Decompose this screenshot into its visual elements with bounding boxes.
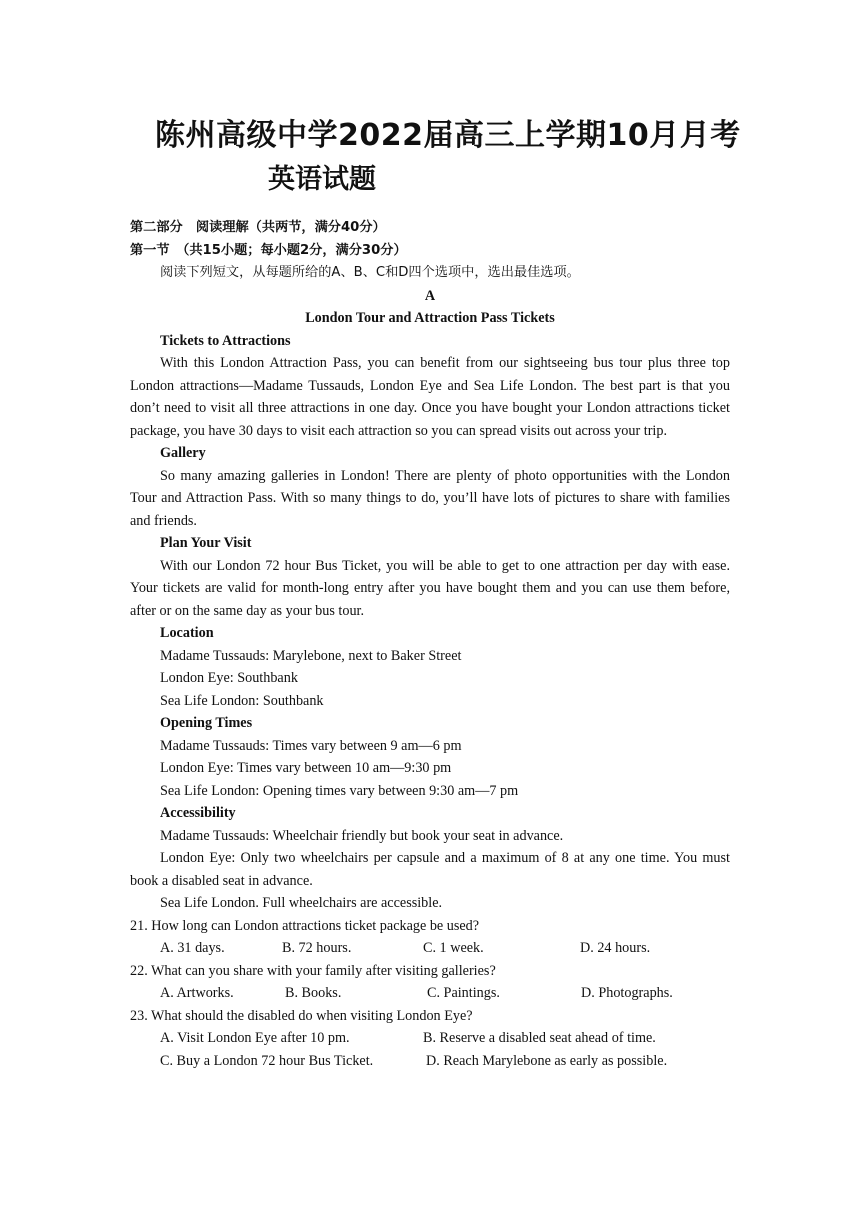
exam-title: 陈州高级中学2022届高三上学期10月月考 [155, 118, 741, 153]
part-heading: 第二部分 阅读理解（共两节，满分40分） [130, 220, 386, 235]
gallery-heading: Gallery [160, 445, 206, 461]
tickets-paragraph: With this London Attraction Pass, you can benefit from our sightseeing bus tour plus three top London attractions—Madame Tussauds, London Eye and Sea Life London. The best part is that you don’t need to visit all three attractions in one day. Once you have bought your London attractions ticket package, you have 30 days to visit each attraction so you can spread visits out across your trip. [130, 355, 730, 439]
exam-subject-title: 英语试题 [268, 164, 376, 195]
accessibility-line: London Eye: Only two wheelchairs per capsule and a maximum of 8 at any one time. You must book a disabled seat in advance. [130, 850, 730, 889]
option-a: A. Artworks. [160, 985, 234, 1001]
question-options [130, 1027, 730, 1050]
accessibility-line: Sea Life London. Full wheelchairs are accessible. [160, 895, 443, 911]
accessibility-line: Madame Tussauds: Wheelchair friendly but book your seat in advance. [160, 827, 564, 844]
option-c: C. Paintings. [427, 985, 500, 1001]
question-stem: 21. How long can London attractions ticket package be used? [130, 917, 480, 934]
gallery-paragraph: So many amazing galleries in London! There are plenty of photo opportunities with the London Tour and Attraction Pass. With so many things to do, you’ll have lots of pictures to share with families and friends. [130, 467, 730, 529]
section-heading: 第一节 （共15小题；每小题2分，满分30分） [130, 242, 407, 258]
passage-letter: A [424, 287, 436, 304]
option-d: D. 24 hours. [580, 940, 651, 956]
location-line: London Eye: Southbank [160, 670, 298, 686]
location-line: Sea Life London: Southbank [160, 692, 324, 709]
option-a: A. 31 days. [160, 940, 225, 956]
option-b: B. 72 hours. [282, 940, 352, 956]
opening-line: Madame Tussauds: Times vary between 9 am—6 pm [160, 737, 462, 754]
location-heading: Location [160, 625, 214, 641]
plan-paragraph: With our London 72 hour Bus Ticket, you will be able to get to one attraction per day with ease. Your tickets are valid for month-long entry after you have bought them and you can use them before, after or on the same day as your bus tour. [130, 557, 730, 619]
question-stem: 22. What can you share with your family after visiting galleries? [130, 962, 496, 979]
location-line: Madame Tussauds: Marylebone, next to Baker Street [160, 647, 462, 664]
passage-title: London Tour and Attraction Pass Tickets [305, 310, 555, 326]
option-b: B. Books. [285, 985, 342, 1001]
option-d: D. Reach Marylebone as early as possible. [426, 1052, 668, 1069]
question-options [130, 1050, 730, 1073]
opening-line: London Eye: Times vary between 10 am—9:30 pm [160, 760, 452, 776]
option-c: C. Buy a London 72 hour Bus Ticket. [160, 1052, 374, 1069]
question-options [130, 982, 730, 1005]
option-d: D. Photographs. [581, 985, 673, 1001]
option-b: B. Reserve a disabled seat ahead of time. [423, 1030, 656, 1046]
opening-line: Sea Life London: Opening times vary between 9:30 am—7 pm [160, 782, 519, 799]
option-c: C. 1 week. [423, 940, 484, 956]
question-options [130, 937, 730, 960]
question-stem: 23. What should the disabled do when visiting London Eye? [130, 1007, 473, 1024]
opening-heading: Opening Times [160, 715, 253, 731]
accessibility-heading: Accessibility [160, 805, 236, 821]
tickets-heading: Tickets to Attractions [160, 332, 291, 349]
instruction-text: 阅读下列短文，从每题所给的A、B、C和D四个选项中，选出最佳选项。 [160, 265, 580, 280]
option-a: A. Visit London Eye after 10 pm. [160, 1030, 350, 1046]
exam-content [130, 217, 730, 1072]
plan-heading: Plan Your Visit [160, 535, 252, 551]
